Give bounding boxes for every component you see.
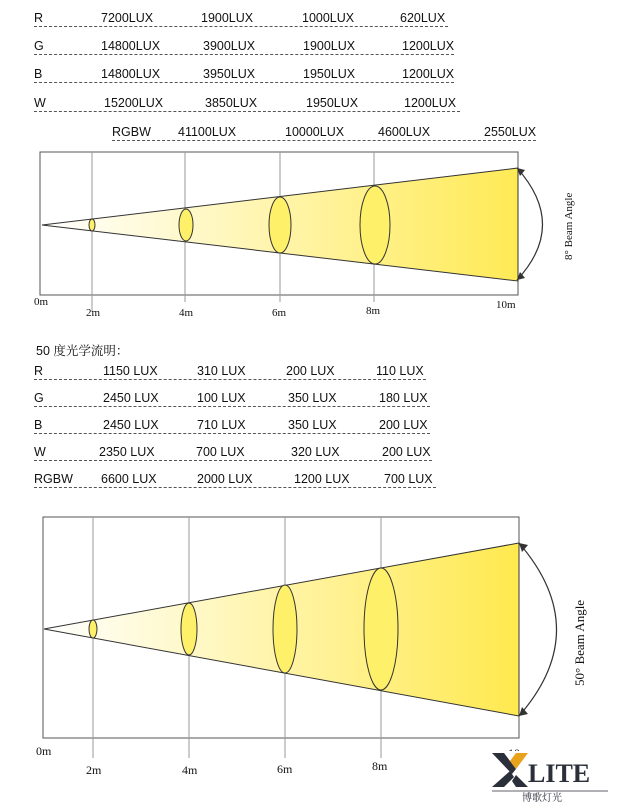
value-8m: 110 LUX — [376, 364, 424, 378]
distance-label: 10m — [496, 299, 516, 311]
value-4m: 710 LUX — [197, 418, 246, 432]
row-label: B — [34, 418, 43, 432]
value-2m: 2450 LUX — [103, 418, 159, 432]
table-row — [0, 416, 621, 438]
table-row — [0, 443, 621, 465]
angle-label: 8° Beam Angle — [563, 192, 575, 260]
logo-subtitle: 博歌灯光 — [522, 793, 562, 803]
table-row-rgbw — [0, 470, 621, 492]
distance-label: 6m — [277, 762, 293, 776]
beam-spot-4m — [181, 603, 197, 655]
value-8m: 1200LUX — [404, 96, 457, 110]
value-8m: 620LUX — [400, 11, 446, 25]
arrow-head-top — [519, 543, 528, 552]
value-4m: 2000 LUX — [197, 472, 253, 486]
row-divider — [34, 460, 432, 461]
table-row — [0, 389, 621, 411]
beam-spot-2m — [89, 620, 97, 638]
value-8m: 1200LUX — [402, 67, 455, 81]
row-label: R — [34, 11, 44, 25]
value-6m: 320 LUX — [291, 445, 340, 459]
value-2m: 14800LUX — [101, 39, 161, 53]
value-8m: 200 LUX — [382, 445, 431, 459]
arrow-head-bottom — [519, 707, 528, 716]
value-2m: 14800LUX — [101, 67, 161, 81]
angle-arc — [519, 543, 557, 716]
value-6m: 350 LUX — [288, 418, 337, 432]
brand-logo — [486, 751, 614, 803]
value-4m: 10000LUX — [285, 125, 345, 139]
row-label: B — [34, 67, 43, 81]
value-8m: 2550LUX — [484, 125, 537, 139]
value-8m: 700 LUX — [384, 472, 433, 486]
row-label: RGBW — [112, 125, 151, 139]
distance-label: 2m — [86, 307, 101, 319]
distance-label: 4m — [179, 307, 194, 319]
value-2m: 7200LUX — [101, 11, 154, 25]
value-4m: 1900LUX — [201, 11, 254, 25]
value-8m: 200 LUX — [379, 418, 428, 432]
value-6m: 1200 LUX — [294, 472, 350, 486]
row-label: R — [34, 364, 44, 378]
value-2m: 2350 LUX — [99, 445, 155, 459]
row-label: G — [34, 391, 44, 405]
table-row — [0, 362, 621, 384]
value-2m: 15200LUX — [104, 96, 164, 110]
value-8m: 1200LUX — [402, 39, 455, 53]
value-4m: 310 LUX — [197, 364, 246, 378]
value-4m: 3950LUX — [203, 67, 256, 81]
distance-label: 8m — [372, 759, 388, 773]
section-heading: 50 度光学流明： — [36, 344, 129, 358]
value-4m: 100 LUX — [197, 391, 246, 405]
distance-labels — [34, 296, 516, 319]
distance-labels — [36, 744, 530, 777]
distance-label: 2m — [86, 763, 102, 777]
value-6m: 1950LUX — [303, 67, 356, 81]
distance-label: 0m — [36, 744, 52, 758]
row-label: G — [34, 39, 44, 53]
row-divider — [34, 406, 430, 407]
value-6m: 1900LUX — [303, 39, 356, 53]
beam-diagram-8deg — [0, 0, 621, 330]
value-2m: 41100LUX — [178, 125, 237, 139]
value-4m: 700 LUX — [196, 445, 245, 459]
value-6m: 200 LUX — [286, 364, 335, 378]
beam-spot-6m — [269, 197, 291, 253]
beam-diagram-50deg — [0, 500, 621, 790]
beam-spot-2m — [89, 219, 95, 231]
row-label: W — [34, 445, 46, 459]
row-label: W — [34, 96, 46, 110]
distance-label: 8m — [366, 305, 381, 317]
value-2m: 1150 LUX — [103, 364, 158, 378]
distance-label: 4m — [182, 763, 198, 777]
beam-spot-8m — [360, 186, 390, 264]
value-6m: 1000LUX — [302, 11, 355, 25]
value-6m: 1950LUX — [306, 96, 359, 110]
logo-wordmark: LITE — [528, 759, 591, 788]
row-divider — [34, 379, 426, 380]
value-8m: 180 LUX — [379, 391, 428, 405]
distance-label: 0m — [34, 296, 49, 308]
beam-spot-4m — [179, 209, 193, 241]
value-2m: 6600 LUX — [101, 472, 157, 486]
beam-spot-6m — [273, 585, 297, 673]
value-2m: 2450 LUX — [103, 391, 159, 405]
row-divider — [34, 487, 436, 488]
value-6m: 350 LUX — [288, 391, 337, 405]
value-4m: 3850LUX — [205, 96, 258, 110]
beam-spot-8m — [364, 568, 398, 690]
angle-arc — [517, 168, 543, 280]
row-label: RGBW — [34, 472, 73, 486]
distance-label: 6m — [272, 307, 287, 319]
value-6m: 4600LUX — [378, 125, 431, 139]
angle-label: 50° Beam Angle — [572, 599, 587, 686]
row-divider — [34, 433, 430, 434]
value-4m: 3900LUX — [203, 39, 256, 53]
